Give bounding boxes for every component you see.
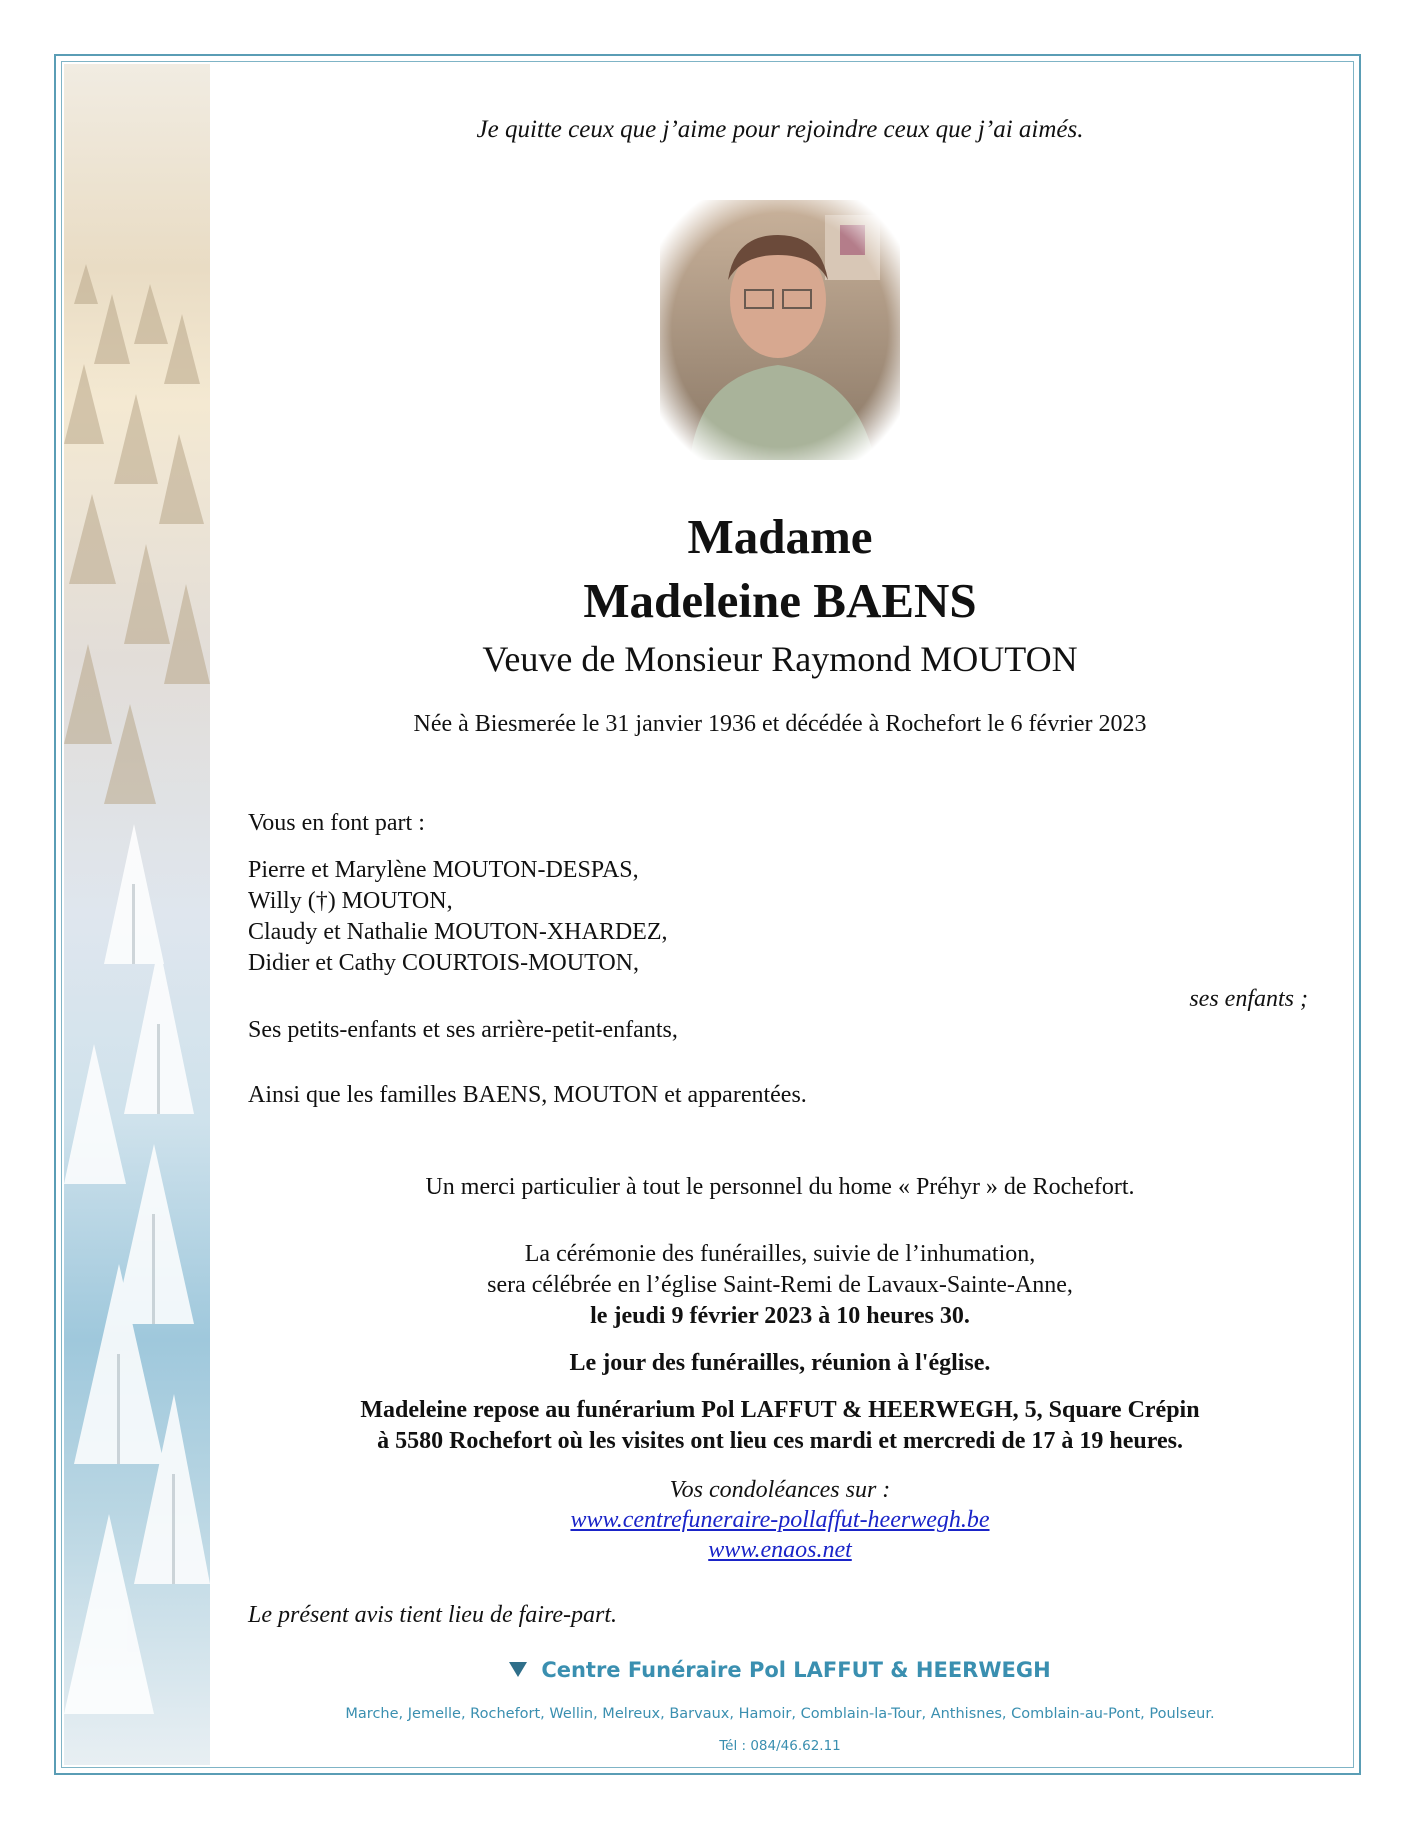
- notice-text: Le présent avis tient lieu de faire-part.: [248, 1602, 618, 1628]
- deceased-title: Madame: [687, 509, 873, 564]
- condolences-link-funeral-home[interactable]: www.centrefuneraire-pollaffut-heerwegh.be: [570, 1507, 990, 1533]
- ceremony-info: [260, 1239, 1300, 1332]
- epitaph-quote: Je quitte ceux que j’aime pour rejoindre ceux que j’ai aimés.: [476, 116, 1084, 143]
- widow-of: Veuve de Monsieur Raymond MOUTON: [482, 639, 1078, 679]
- funeral-home-name: [260, 1658, 1300, 1682]
- repose-line-2: à 5580 Rochefort où les visites ont lieu ces mardi et mercredi de 17 à 19 heures.: [377, 1428, 1183, 1454]
- ceremony-datetime: le jeudi 9 février 2023 à 10 heures 30.: [590, 1303, 970, 1329]
- ceremony-line-1: La cérémonie des funérailles, suivie de l’inhumation,: [524, 1241, 1036, 1267]
- child-entry: Didier et Cathy COURTOIS-MOUTON,: [248, 950, 639, 976]
- families: Ainsi que les familles BAENS, MOUTON et apparentées.: [248, 1082, 807, 1108]
- child-entry: Willy (†) MOUTON,: [248, 888, 453, 914]
- child-entry: Claudy et Nathalie MOUTON-XHARDEZ,: [248, 919, 668, 945]
- ceremony-line-2: sera célébrée en l’église Saint-Remi de Lavaux-Sainte-Anne,: [487, 1272, 1073, 1298]
- triangle-down-icon: [509, 1662, 527, 1677]
- repose-line-1: Madeleine repose au funérarium Pol LAFFUT & HEERWEGH, 5, Square Crépin: [360, 1397, 1200, 1423]
- funeral-home-phone: Tél : 084/46.62.11: [719, 1738, 841, 1754]
- birth-death-dates: Née à Biesmerée le 31 janvier 1936 et décédée à Rochefort le 6 février 2023: [413, 711, 1147, 737]
- child-entry: Pierre et Marylène MOUTON-DESPAS,: [248, 857, 639, 883]
- announcers-intro: Vous en font part :: [248, 810, 425, 836]
- children-list: [248, 855, 667, 979]
- meeting-note: Le jour des funérailles, réunion à l'église.: [569, 1350, 991, 1376]
- funeral-home-name-text: Centre Funéraire Pol LAFFUT & HEERWEGH: [541, 1658, 1051, 1682]
- children-relation: ses enfants ;: [1189, 986, 1308, 1012]
- condolences-label: Vos condoléances sur :: [669, 1477, 891, 1503]
- thanks-note: Un merci particulier à tout le personnel du home « Préhyr » de Rochefort.: [425, 1174, 1135, 1200]
- funeral-home-towns: Marche, Jemelle, Rochefort, Wellin, Melreux, Barvaux, Hamoir, Comblain-la-Tour, Anthisnes, Comblain-au-Pont, Poulseur.: [345, 1706, 1215, 1722]
- condolences: [260, 1475, 1300, 1565]
- deceased-name: Madeleine BAENS: [583, 573, 977, 628]
- condolences-link-enaos[interactable]: www.enaos.net: [708, 1537, 852, 1563]
- winter-landscape-image: [64, 64, 210, 1765]
- grandchildren: Ses petits-enfants et ses arrière-petit-enfants,: [248, 1017, 678, 1043]
- portrait-photo: [650, 190, 910, 470]
- repose-info: [260, 1395, 1300, 1457]
